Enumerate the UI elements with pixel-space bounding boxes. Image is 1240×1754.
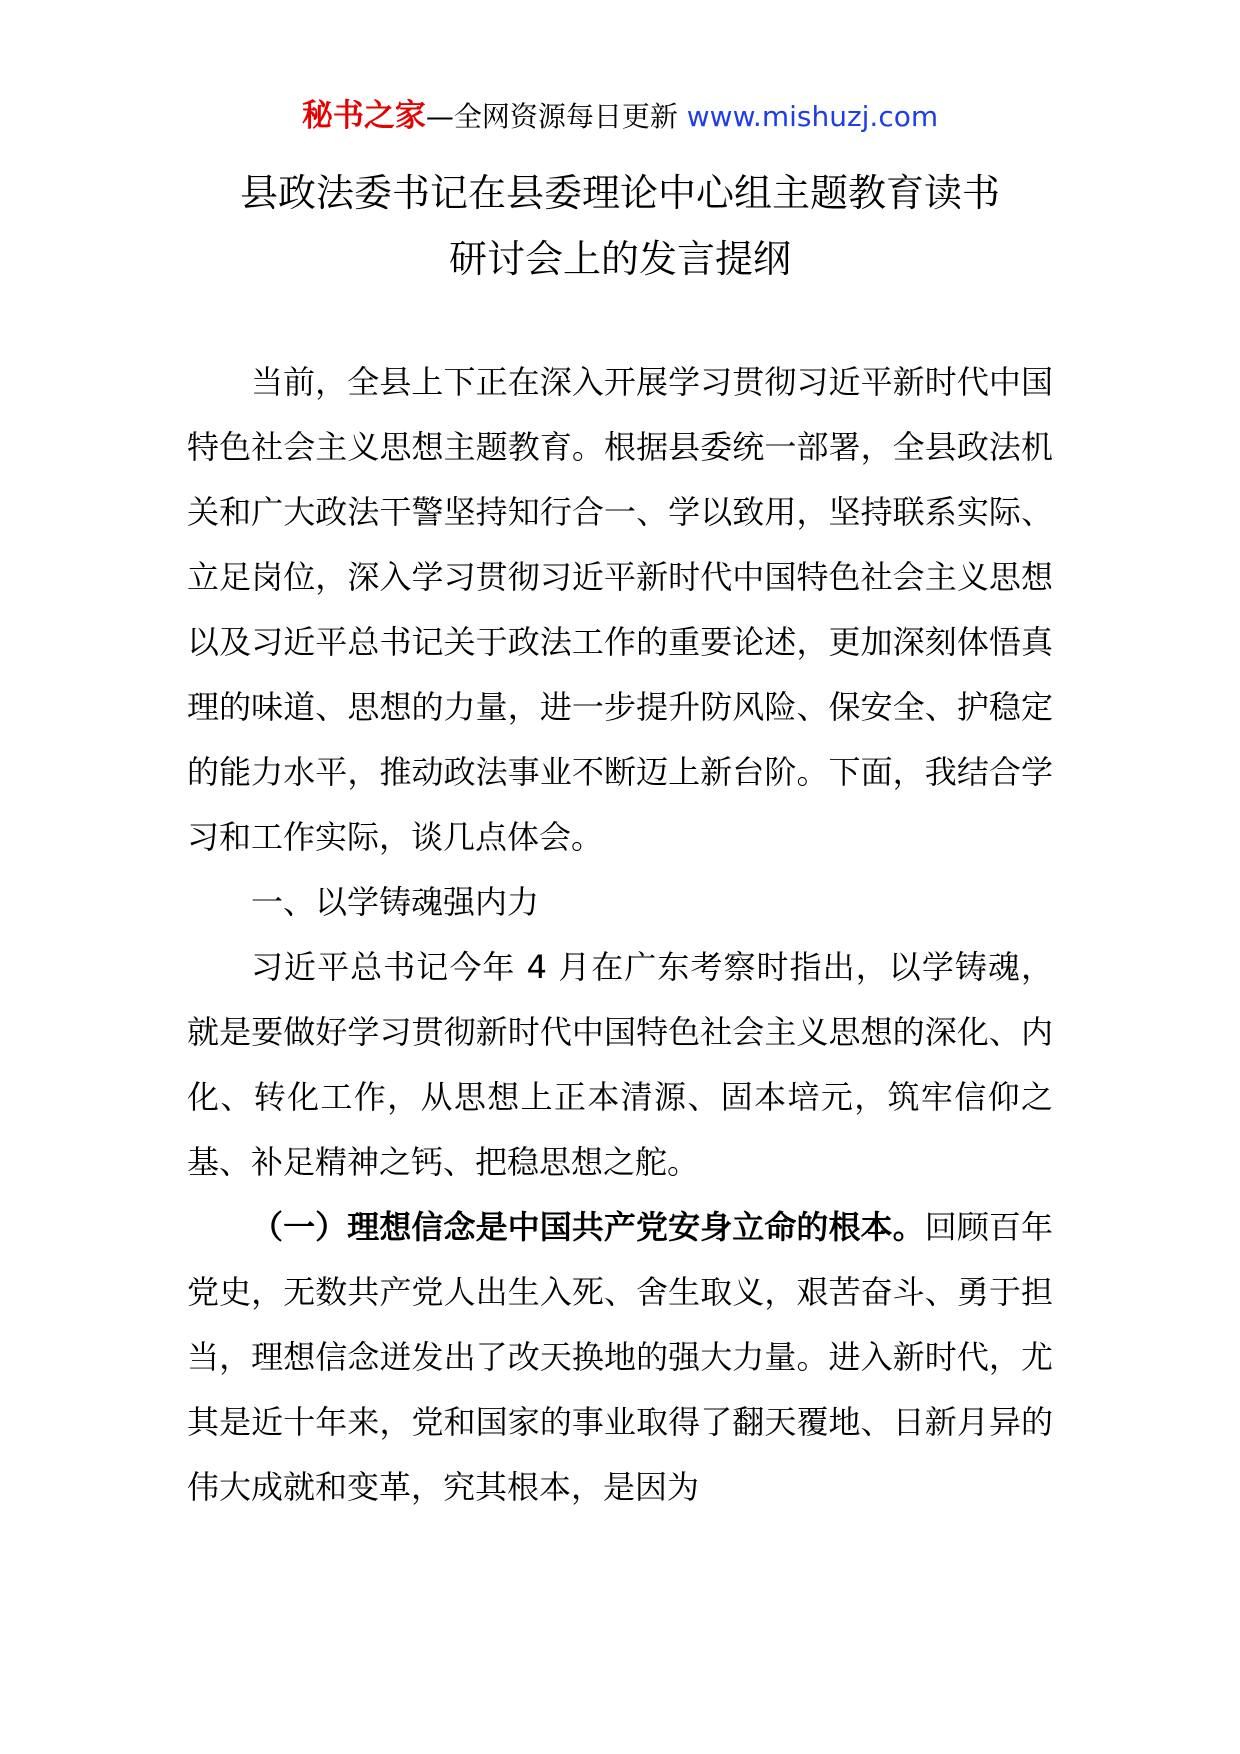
title-line-2: 研讨会上的发言提纲 <box>448 237 791 281</box>
body-paragraph: 习近平总书记今年 4 月在广东考察时指出，以学铸魂，就是要做好学习贯彻新时代中国特色社会主义思想的深化、内化、转化工作，从思想上正本清源、固本培元，筑牢信仰之基、补足精神之钙、把稳思想之舵。 <box>187 948 1053 1181</box>
brand-name: 秘书之家 <box>301 98 426 134</box>
subheading: （一）理想信念是中国共产党安身立命的根本。 <box>251 1208 925 1246</box>
header-tagline: —全网资源每日更新 <box>425 100 687 133</box>
section-heading: 一、以学铸魂强内力 <box>251 883 540 921</box>
site-url-link[interactable]: www.mishuzj.com <box>686 100 939 133</box>
body-paragraph-with-subheading <box>187 1195 1053 1520</box>
document-body <box>187 350 1053 1520</box>
document-title <box>160 160 1080 292</box>
title-line-1: 县政法委书记在县委理论中心组主题教育读书 <box>239 171 1000 215</box>
site-header <box>0 96 1240 137</box>
paragraph-text: 回顾百年党史，无数共产党人出生入死、舍生取义，艰苦奋斗、勇于担当，理想信念迸发出了改天换地的强大力量。进入新时代，尤其是近十年来，党和国家的事业取得了翻天覆地、日新月异的伟大成就和变革，究其根本，是因为 <box>187 1208 1053 1506</box>
intro-paragraph: 当前，全县上下正在深入开展学习贯彻习近平新时代中国特色社会主义思想主题教育。根据县委统一部署，全县政法机关和广大政法干警坚持知行合一、学以致用，坚持联系实际、立足岗位，深入学习贯彻习近平新时代中国特色社会主义思想以及习近平总书记关于政法工作的重要论述，更加深刻体悟真理的味道、思想的力量，进一步提升防风险、保安全、护稳定的能力水平，推动政法事业不断迈上新台阶。下面，我结合学习和工作实际，谈几点体会。 <box>187 363 1053 856</box>
